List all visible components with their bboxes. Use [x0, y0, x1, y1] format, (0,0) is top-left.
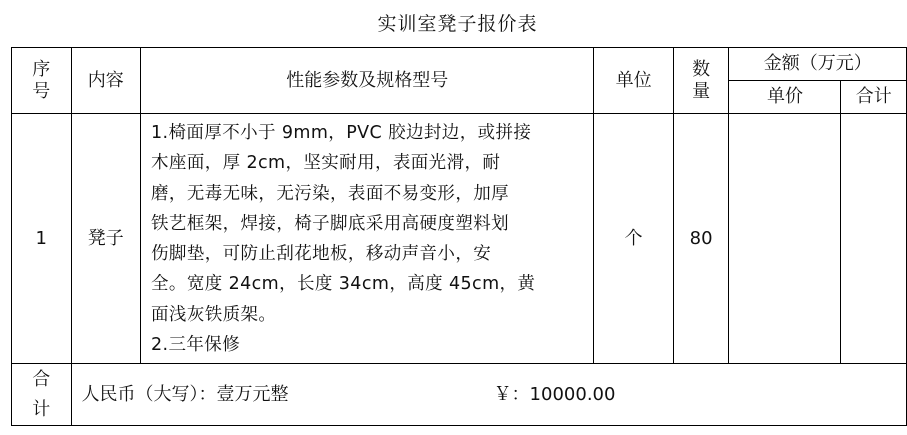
- spec-line-7: 面浅灰铁质架。: [151, 304, 277, 325]
- spec-line-3: 磨，无毒无味，无污染，表面不易变形，加厚: [151, 183, 510, 204]
- header-no-char-2: 号: [32, 80, 51, 102]
- row-subtotal: [841, 114, 907, 364]
- total-label-char-2: 计: [32, 398, 51, 420]
- total-rmb-text: 人民币（大写）：壹万元整: [81, 383, 289, 405]
- header-subtotal: 合计: [841, 81, 907, 114]
- table-row: [12, 114, 907, 364]
- header-unit-price: 单价: [729, 81, 841, 114]
- header-amount: 金额（万元）: [729, 48, 907, 81]
- spec-line-6: 全。宽度 24cm，长度 34cm，高度 45cm，黄: [151, 274, 536, 295]
- row-qty: 80: [673, 114, 729, 364]
- spec-line-1: 1.椅面厚不小于 9mm，PVC 胶边封边，或拼接: [151, 123, 532, 143]
- row-spec: [141, 114, 594, 364]
- total-content: [71, 364, 906, 426]
- header-qty: [673, 48, 729, 114]
- header-content: 内容: [71, 48, 140, 114]
- total-amount: ￥：10000.00: [493, 383, 616, 405]
- row-unit: 个: [594, 114, 673, 364]
- row-unit-price: [729, 114, 841, 364]
- total-label-char-1: 合: [32, 368, 51, 390]
- total-label: [12, 364, 72, 426]
- spec-line-4: 铁艺框架，焊接，椅子脚底采用高硬度塑料划: [151, 213, 510, 234]
- row-no: 1: [12, 114, 72, 364]
- spec-line-8: 2.三年保修: [151, 335, 241, 356]
- spec-line-2: 木座面，厚 2cm，坚实耐用，表面光滑，耐: [151, 153, 501, 174]
- quote-table: [11, 47, 907, 426]
- header-no: [12, 48, 72, 114]
- header-row: [12, 48, 907, 81]
- spec-line-5: 伤脚垫，可防止刮花地板，移动声音小，安: [151, 244, 492, 265]
- header-qty-char-2: 量: [692, 80, 711, 102]
- total-row: [12, 364, 907, 426]
- page-title: 实训室凳子报价表: [377, 13, 538, 35]
- header-spec: 性能参数及规格型号: [141, 48, 594, 114]
- header-no-char-1: 序: [32, 58, 51, 80]
- header-qty-char-1: 数: [692, 58, 711, 80]
- row-content: 凳子: [71, 114, 140, 364]
- header-unit: 单位: [594, 48, 673, 114]
